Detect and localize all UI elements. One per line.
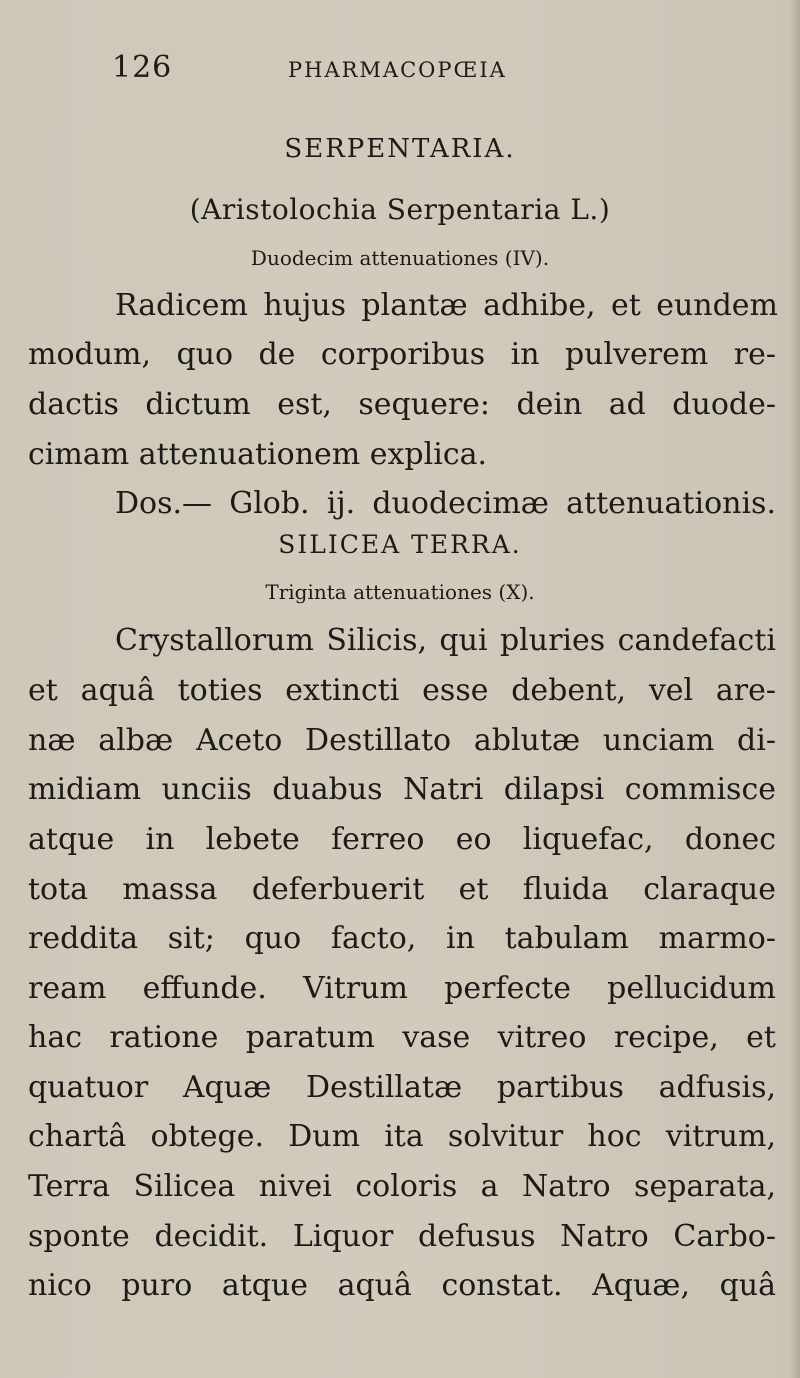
paragraph-line: Crystallorum Silicis, qui pluries candefacti	[115, 623, 776, 658]
page-number: 126	[112, 50, 173, 85]
paragraph-line: chartâ obtege. Dum ita solvitur hoc vitrum,	[28, 1119, 776, 1154]
paragraph-line: nico puro atque aquâ constat. Aquæ, quâ	[28, 1268, 776, 1303]
paragraph-line: midiam unciis duabus Natri dilapsi commisce	[28, 772, 776, 807]
section-title-serpentaria: SERPENTARIA.	[284, 134, 516, 164]
paragraph-line: quatuor Aquæ Destillatæ partibus adfusis,	[28, 1070, 776, 1105]
section-subtitle-serpentaria: (Aristolochia Serpentaria L.)	[189, 193, 611, 226]
paragraph-line: dactis dictum est, sequere: dein ad duode-	[28, 387, 776, 422]
paragraph-line: sponte decidit. Liquor defusus Natro Carbo-	[28, 1219, 776, 1254]
page-header	[112, 50, 712, 100]
attenuation-note-silicea: Triginta attenuationes (X).	[265, 580, 535, 604]
paragraph-line: reddita sit; quo facto, in tabulam marmo-	[28, 921, 776, 956]
paragraph-line: modum, quo de corporibus in pulverem re-	[28, 337, 776, 372]
paragraph-line: atque in lebete ferreo eo liquefac, donec	[28, 822, 776, 857]
running-head: PHARMACOPŒIA	[288, 58, 507, 82]
attenuation-note-serpentaria: Duodecim attenuationes (IV).	[250, 246, 550, 270]
paragraph-line: cimam attenuationem explica.	[28, 437, 488, 472]
section-title-silicea: SILICEA TERRA.	[278, 530, 522, 559]
paragraph-line: et aquâ toties extincti esse debent, vel are-	[28, 673, 776, 708]
paragraph-line: tota massa deferbuerit et fluida claraque	[28, 872, 776, 907]
paragraph-line: Radicem hujus plantæ adhibe, et eundem	[115, 288, 778, 323]
paragraph-line: ream effunde. Vitrum perfecte pellucidum	[28, 971, 776, 1006]
paragraph-line: Terra Silicea nivei coloris a Natro separata,	[28, 1169, 776, 1204]
dosage-line: Dos.— Glob. ij. duodecimæ attenuationis.	[115, 486, 776, 521]
paragraph-line: hac ratione paratum vase vitreo recipe, et	[28, 1020, 776, 1055]
paragraph-line: næ albæ Aceto Destillato ablutæ unciam di-	[28, 723, 776, 758]
